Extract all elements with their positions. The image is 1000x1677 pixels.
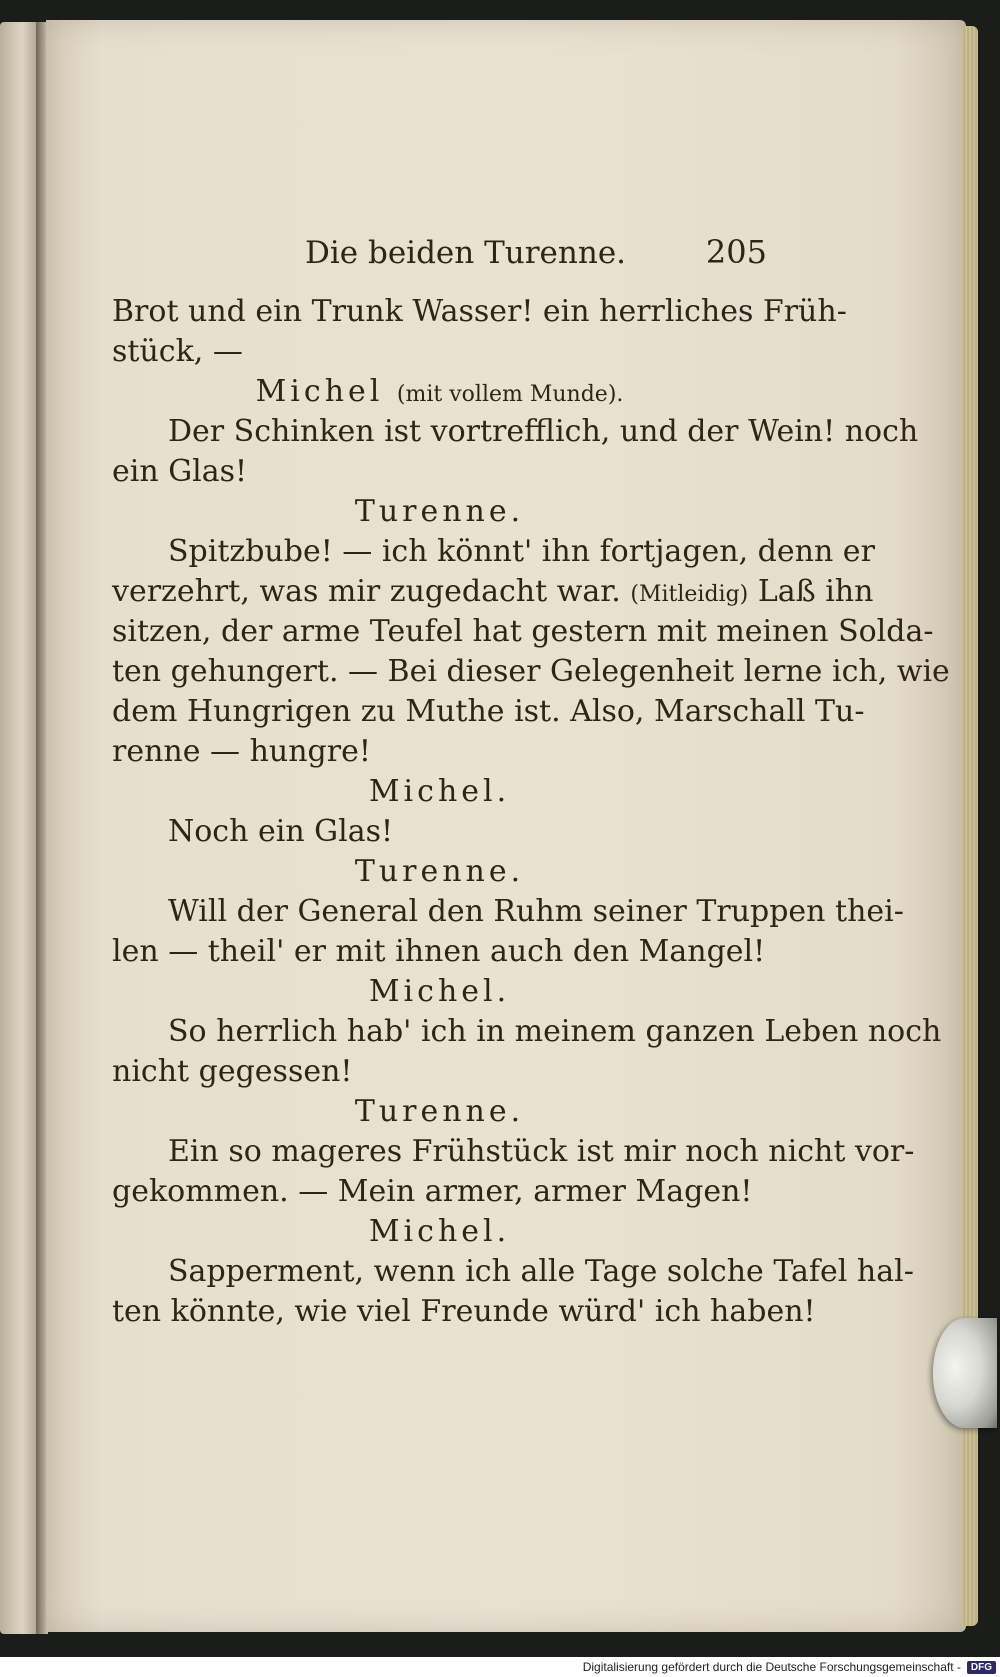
speaker-heading bbox=[112, 372, 767, 412]
credit-text: Digitalisierung gefördert durch die Deutsche Forschungsgemeinschaft - bbox=[582, 1660, 961, 1674]
text-line: ten gehungert. — Bei dieser Gelegenheit lerne ich, wie bbox=[112, 654, 950, 689]
page-holder-clip bbox=[933, 1318, 997, 1428]
text-line: Ein so mageres Frühstück ist mir noch nicht vor- bbox=[168, 1134, 915, 1169]
text-line: ein Glas! bbox=[112, 454, 248, 489]
stage-direction: (mit vollem Munde). bbox=[396, 382, 624, 407]
speaker-heading: Turenne. bbox=[354, 854, 525, 889]
dfg-logo: DFG bbox=[967, 1661, 996, 1674]
speaker-heading: Michel. bbox=[368, 1214, 511, 1249]
text-line: sitzen, der arme Teufel hat gestern mit meinen Solda- bbox=[112, 614, 934, 649]
speaker-heading: Michel. bbox=[368, 774, 511, 809]
page-header bbox=[112, 232, 767, 282]
text-line: Brot und ein Trunk Wasser! ein herrliches Früh- bbox=[112, 294, 847, 329]
text-line: dem Hungrigen zu Muthe ist. Also, Marschall Tu- bbox=[112, 694, 865, 729]
text-line: nicht gegessen! bbox=[112, 1054, 353, 1089]
text-line: gekommen. — Mein armer, armer Magen! bbox=[112, 1174, 753, 1209]
text-segment: Laß ihn bbox=[757, 574, 874, 609]
page-number: 205 bbox=[705, 233, 767, 271]
digitization-credit-bar bbox=[0, 1657, 1000, 1677]
text-line: stück, — bbox=[112, 334, 243, 369]
speaker-name: Michel bbox=[255, 374, 384, 409]
text-line: Noch ein Glas! bbox=[168, 814, 394, 849]
running-title: Die beiden Turenne. bbox=[305, 235, 627, 271]
text-line: So herrlich hab' ich in meinem ganzen Leben noch bbox=[168, 1014, 942, 1049]
text-line: Der Schinken ist vortrefflich, und der Wein! noch bbox=[168, 414, 919, 449]
text-line: Will der General den Ruhm seiner Truppen thei- bbox=[168, 894, 904, 929]
speaker-heading: Turenne. bbox=[354, 1094, 525, 1129]
stage-direction: (Mitleidig) bbox=[630, 582, 749, 607]
text-line: renne — hungre! bbox=[112, 734, 371, 769]
text-line: Sapperment, wenn ich alle Tage solche Tafel hal- bbox=[168, 1254, 914, 1289]
text-line bbox=[112, 572, 874, 612]
speaker-heading: Turenne. bbox=[354, 494, 525, 529]
text-line: ten könnte, wie viel Freunde würd' ich haben! bbox=[112, 1294, 816, 1329]
facing-page-edge bbox=[0, 22, 40, 1634]
page-text bbox=[112, 232, 950, 1332]
speaker-heading: Michel. bbox=[368, 974, 511, 1009]
text-line: Spitzbube! — ich könnt' ihn fortjagen, denn er bbox=[168, 534, 875, 569]
text-line: len — theil' er mit ihnen auch den Mangel! bbox=[112, 934, 766, 969]
text-segment: verzehrt, was mir zugedacht war. bbox=[112, 574, 621, 609]
